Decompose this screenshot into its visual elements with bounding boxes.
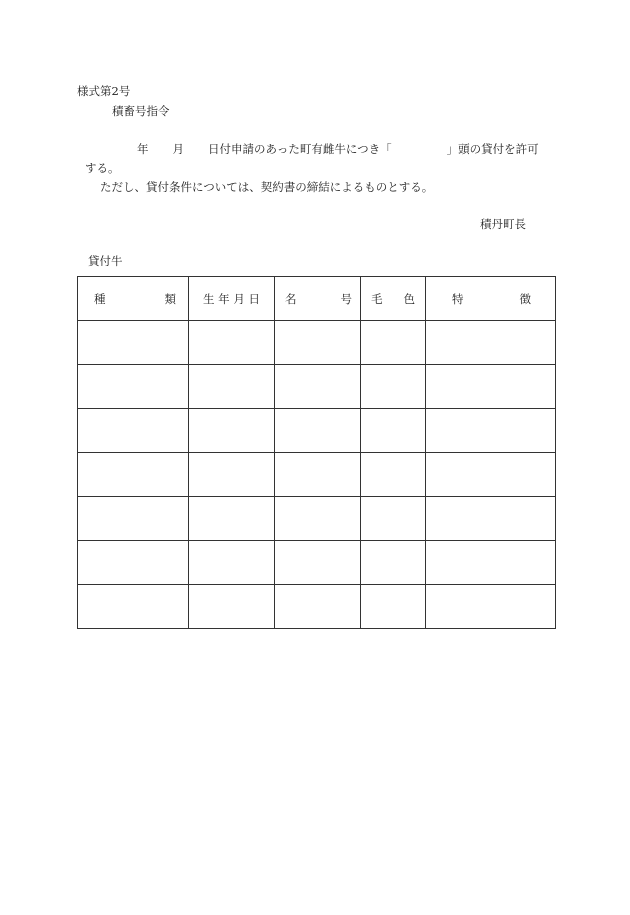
table-cell — [189, 365, 275, 409]
table-row — [78, 497, 556, 541]
table-cell — [78, 365, 189, 409]
table-cell — [361, 321, 426, 365]
table-cell — [426, 541, 556, 585]
table-cell — [361, 585, 426, 629]
table-header-row — [78, 277, 556, 321]
table-cell — [189, 541, 275, 585]
table-cell — [361, 409, 426, 453]
table-cell — [275, 365, 361, 409]
table-cell — [189, 321, 275, 365]
table-cell — [78, 497, 189, 541]
head-count-text: 」頭の貸付を許可 — [446, 142, 539, 156]
permission-line-2: する。 — [85, 161, 120, 175]
table-row — [78, 409, 556, 453]
table-cell — [275, 497, 361, 541]
table-cell — [275, 321, 361, 365]
header-name: 名 号 — [275, 277, 361, 321]
table-row — [78, 321, 556, 365]
header-type: 種 類 — [78, 277, 189, 321]
table-cell — [275, 585, 361, 629]
table-cell — [78, 585, 189, 629]
table-cell — [78, 453, 189, 497]
header-coat-color: 毛 色 — [361, 277, 426, 321]
month-label: 月 — [172, 142, 184, 156]
form-number: 様式第2号 — [77, 84, 131, 98]
form-title: 積畜号指令 — [112, 104, 170, 118]
header-features: 特 徴 — [426, 277, 556, 321]
table-cell — [426, 453, 556, 497]
table-cell — [78, 321, 189, 365]
table-cell — [426, 365, 556, 409]
application-text: 日付申請のあった町有雌牛につき「 — [208, 142, 392, 156]
table-cell — [361, 541, 426, 585]
table-cell — [426, 321, 556, 365]
table-cell — [189, 497, 275, 541]
table-cell — [78, 409, 189, 453]
table-cell — [189, 585, 275, 629]
table-cell — [361, 497, 426, 541]
table-row — [78, 585, 556, 629]
table-cell — [78, 541, 189, 585]
table-cell — [361, 453, 426, 497]
permission-line-1 — [137, 144, 539, 156]
table-cell — [361, 365, 426, 409]
table-cell — [189, 453, 275, 497]
table-cell — [275, 409, 361, 453]
table-row — [78, 541, 556, 585]
year-label: 年 — [137, 142, 149, 156]
table-cell — [426, 585, 556, 629]
table-cell — [426, 497, 556, 541]
condition-text: ただし、貸付条件については、契約書の締結によるものとする。 — [100, 180, 434, 194]
table-row — [78, 365, 556, 409]
loan-cattle-table — [77, 276, 556, 629]
table-cell — [189, 409, 275, 453]
table-cell — [426, 409, 556, 453]
signatory: 積丹町長 — [480, 217, 526, 231]
header-birthdate: 生 年 月 日 — [189, 277, 275, 321]
table-cell — [275, 541, 361, 585]
table-title: 貸付牛 — [88, 254, 123, 268]
table-cell — [275, 453, 361, 497]
table-row — [78, 453, 556, 497]
